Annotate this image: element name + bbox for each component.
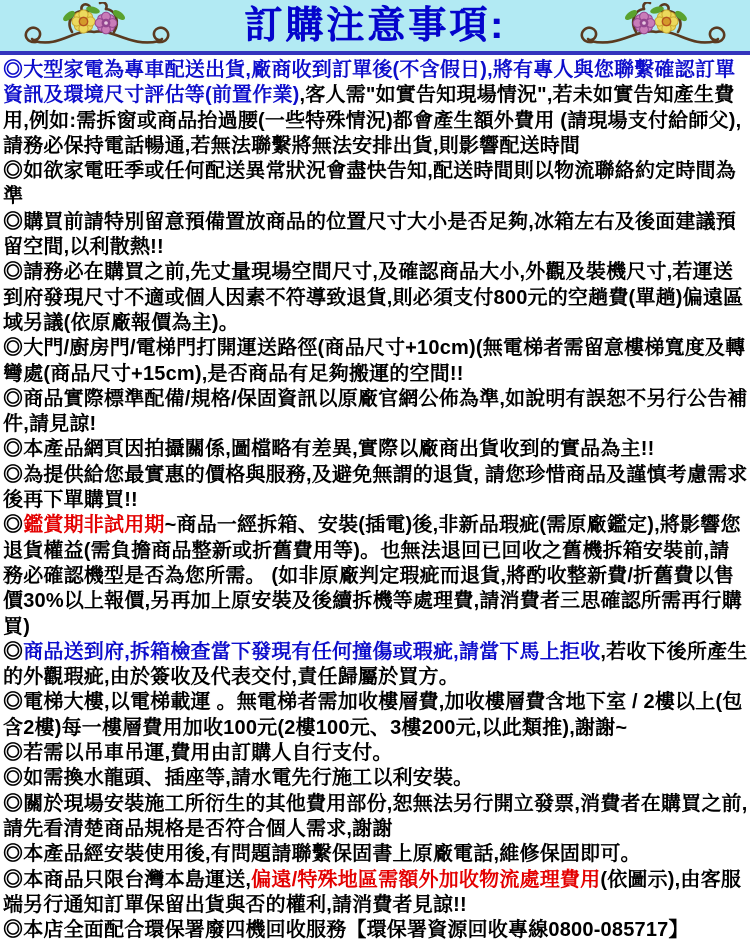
notice-item	[3, 437, 748, 462]
notice-item	[3, 741, 748, 766]
notice-text-segment: 偏遠/特殊地區需額外加收物流處理費用	[251, 868, 601, 891]
notice-text-segment: ◎	[3, 640, 24, 663]
notices-list	[0, 55, 750, 943]
notice-text-segment: ,客人需"如實告知現場情況",若未如實告知產生費用,例如:需拆窗或商品抬過腰(一些特殊情況)都會產生額外費用 (請現場支付給師父),請務必保持電話暢通,若無法聯繫將無法安排出貨,則影響配送時間	[3, 84, 742, 157]
notice-text-segment: ◎購買前請特別留意預備置放商品的位置尺寸大小是否足夠,冰箱左右及後面建議預留空間,以利散熱!!	[3, 210, 736, 259]
notice-text-segment: ◎本商品只限台灣本島運送,	[3, 868, 252, 891]
notice-text-segment: ◎如欲家電旺季或任何配送異常狀況會盡快告知,配送時間則以物流聯絡約定時間為準	[3, 160, 736, 208]
notice-text-segment: ◎	[3, 514, 24, 537]
notice-item	[3, 387, 748, 438]
notice-item	[3, 918, 748, 943]
notice-text-segment: ◎關於現場安裝施工所衍生的其他費用部份,恕無法另行開立發票,消費者在購買之前,請先看清楚商品規格是否符合個人需求,謝謝	[3, 792, 748, 840]
notice-text-segment: ◎請務必在購買之前,先丈量現場空間尺寸,及確認商品大小,外觀及裝機尺寸,若運送到府發現尺寸不適或個人因素不符導致退貨,則必須支付800元的空趟費(單趟)偏遠區域另議(依原廠報價為主)。	[3, 261, 744, 334]
floral-ornament-icon	[22, 2, 172, 50]
notice-item	[3, 766, 748, 791]
notice-text-segment: ◎大門/廚房門/電梯門打開運送路徑(商品尺寸+10cm)(無電梯者需留意樓梯寬度及轉彎處(商品尺寸+15cm),是否商品有足夠搬運的空間!!	[3, 337, 746, 385]
notice-text-segment: 商品送到府,拆箱檢查當下發現有任何撞傷或瑕疵,請當下馬上拒收	[23, 640, 601, 663]
notice-item	[3, 792, 748, 843]
notice-text-segment: 鑑賞期非試用期	[23, 514, 165, 537]
notice-text-segment: ~商品一經拆箱、安裝(插電)後,非新品瑕疵(需原廠鑑定),將影響您退貨權益(需負擔商品整新或折舊費用等)。也無法退回已回收之舊機拆箱安裝前,請務必確認機型是否為您所需。 (如非原廠判定瑕疵而退貨,將酌收整新費/折舊費以售價30%以上報價,另再加上原安裝及後續拆機等處理費,請消費者三思確認所需再行購買)	[3, 514, 742, 638]
notice-text-segment: ◎大型家電為專車配送出貨,廠商收到訂單後(不含假日),將有專人與您聯繫確認訂單資訊及環境尺寸評估等(前置作業)	[3, 59, 736, 107]
notice-item	[3, 210, 748, 261]
notice-text-segment: ◎本產品經安裝使用後,有問題請聯繫保固書上原廠電話,維修保固即可。	[3, 843, 641, 866]
notice-item	[3, 690, 748, 741]
notice-item	[3, 842, 748, 867]
notice-text-segment: ◎本產品網頁因拍攝關係,圖檔略有差異,實際以廠商出貨收到的實品為主!!	[3, 438, 655, 461]
notice-text-segment: ,若收下後所產生的外觀瑕疵,由於簽收及代表交付,責任歸屬於買方。	[3, 640, 748, 689]
notice-text-segment: ◎為提供給您最實惠的價格與服務,及避免無謂的退貨, 請您珍惜商品及謹慎考慮需求後再下單購買!!	[3, 463, 748, 512]
notice-text-segment: ◎如需換水龍頭、插座等,請水電先行施工以利安裝。	[3, 767, 474, 790]
notice-item	[3, 868, 748, 919]
notice-item	[3, 260, 748, 336]
notice-item	[3, 463, 748, 514]
notice-text-segment: ◎若需以吊車吊運,費用由訂購人自行支付。	[3, 742, 393, 765]
notice-item	[3, 513, 748, 639]
notice-text-segment: ◎本店全面配合環保署廢四機回收服務【環保署資源回收專線0800-085717】	[3, 919, 689, 942]
page-title: 訂購注意事項:	[244, 4, 506, 47]
page-header	[0, 0, 750, 55]
notice-text-segment: ◎商品實際標準配備/規格/保固資訊以原廠官網公佈為準,如說明有誤恕不另行公告補件,請見諒!	[3, 387, 748, 436]
notice-item	[3, 640, 748, 691]
notice-text-segment: ◎電梯大樓,以電梯載運 。無電梯者需加收樓層費,加收樓層費含地下室 / 2樓以上(包含2樓)每一樓層費用加收100元(2樓100元、3樓200元,以此類推),謝謝~	[3, 691, 743, 739]
notice-item	[3, 159, 748, 210]
notice-text-segment: (依圖示),由客服端另行通知訂單保留出貨與否的權利,請消費者見諒!!	[3, 868, 742, 916]
notice-item	[3, 336, 748, 387]
notice-item	[3, 58, 748, 159]
floral-ornament-icon	[578, 2, 728, 50]
